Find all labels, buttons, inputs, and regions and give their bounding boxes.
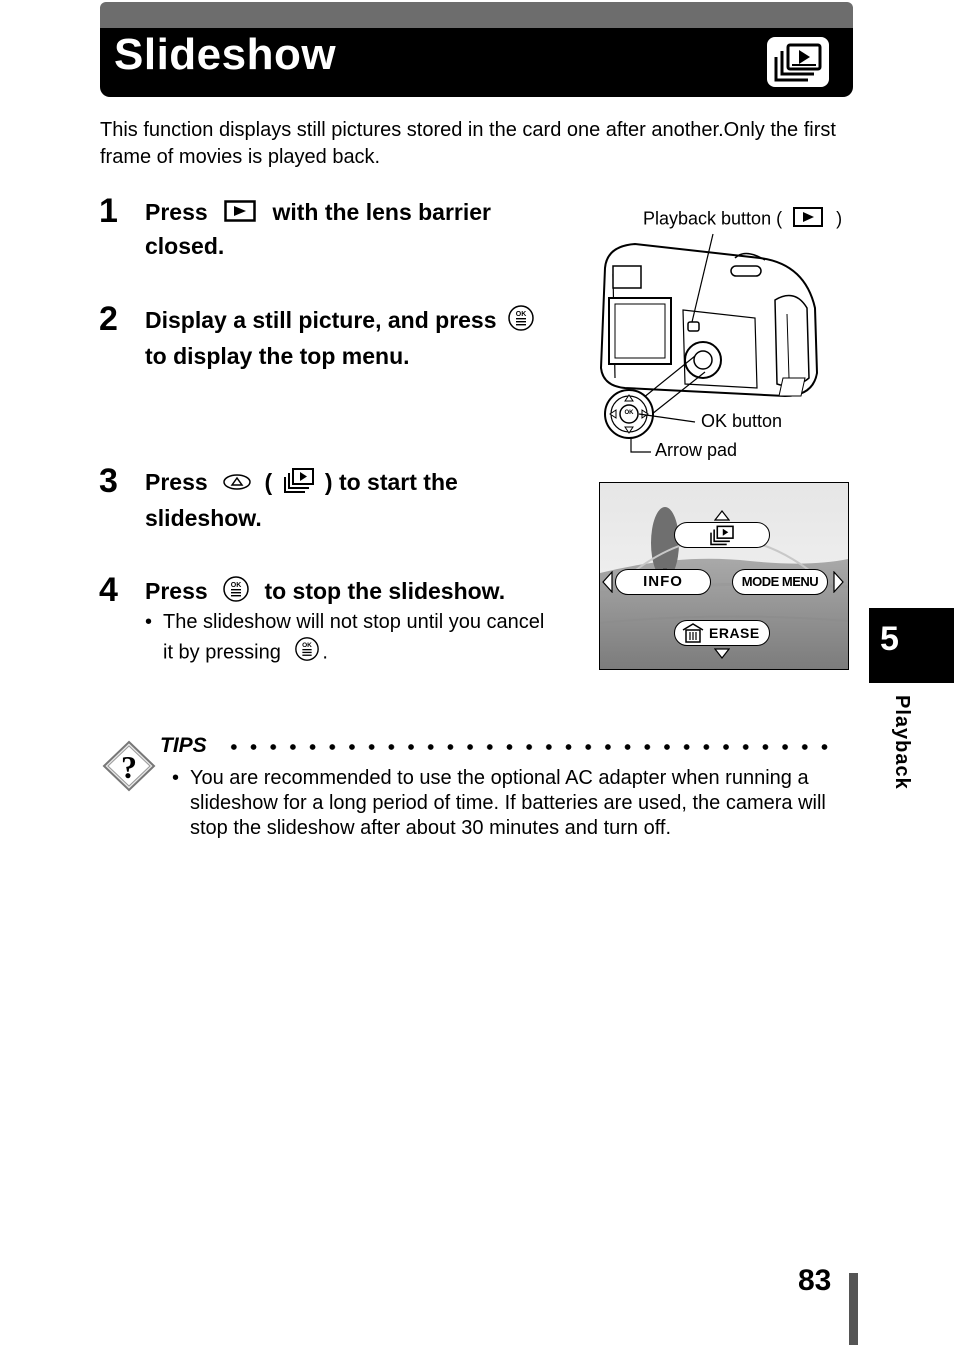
trash-icon (680, 623, 706, 643)
step-number-2: 2 (99, 300, 118, 338)
menu-arrow-left-icon (602, 571, 613, 593)
svg-text:OK: OK (302, 642, 313, 650)
step-3-open: ( (264, 469, 273, 496)
playback-caption-post: ) (836, 208, 843, 229)
tips-bullet: • You are recommended to use the optional AC adapter when running a slideshow for a long period of time. If batteries are used, the camera will stop the slideshow after about 30 minutes and turn off. (190, 766, 855, 841)
ok-button-icon (507, 304, 535, 340)
menu-arrow-down-icon (714, 648, 730, 659)
svg-text:?: ? (121, 749, 137, 785)
step-number-3: 3 (99, 462, 118, 500)
slideshow-icon (706, 524, 738, 546)
menu-screen-figure (599, 482, 849, 670)
ok-button-icon (294, 636, 320, 670)
playback-caption-pre: Playback button ( (643, 208, 783, 229)
menu-arrow-right-icon (833, 571, 844, 593)
step-number-1: 1 (99, 192, 118, 230)
ok-button-icon (222, 575, 250, 611)
header-bar-top (100, 2, 853, 29)
step-1-post: with the lens barrier closed. (145, 199, 492, 259)
page-number-bar (849, 1273, 858, 1345)
menu-arrow-up-icon (714, 510, 730, 521)
chapter-number: 5 (880, 620, 899, 658)
step-4-text (145, 575, 565, 611)
slideshow-small-icon (281, 466, 317, 502)
slideshow-icon (767, 37, 829, 87)
step-4-bullet-post: . (322, 641, 328, 664)
arrow-pad-caption: Arrow pad (655, 440, 738, 460)
info-menu-button[interactable]: INFO (615, 569, 711, 595)
step-4-post: to stop the slideshow. (264, 578, 506, 605)
svg-text:OK: OK (230, 582, 242, 589)
tips-title: TIPS (160, 734, 207, 757)
step-1-pre: Press (145, 199, 208, 225)
mode-menu-button[interactable]: MODE MENU (732, 569, 828, 595)
svg-text:OK: OK (515, 311, 527, 318)
tips-question-icon (102, 740, 156, 792)
step-number-4: 4 (99, 571, 118, 609)
page-title: Slideshow (114, 30, 337, 79)
intro-text: This function displays still pictures stored in the card one after another.Only the first frame of movies is played back. (100, 119, 836, 168)
playback-button-icon (224, 198, 256, 230)
page-number: 83 (798, 1264, 832, 1297)
svg-text:OK: OK (624, 410, 634, 416)
tips-text: You are recommended to use the optional AC adapter when running a slideshow for a long period of time. If batteries are used, the camera will stop the slideshow after about 30 minutes and turn off. (190, 767, 826, 839)
step-4-pre: Press (145, 578, 208, 605)
step-3-pre: Press (145, 469, 208, 496)
camera-illustration (595, 228, 825, 468)
step-4-bullet-pre: The slideshow will not stop until you cancel it by pressing (163, 611, 545, 664)
slideshow-menu-button[interactable] (674, 522, 770, 548)
step-2-pre: Display a still picture, and press (145, 307, 497, 334)
tips-divider (224, 744, 834, 750)
step-1-text (145, 196, 545, 262)
step-3-text (145, 466, 545, 534)
step-2-post: to display the top menu. (145, 343, 410, 369)
erase-menu-button[interactable] (674, 620, 770, 646)
erase-label: ERASE (709, 625, 760, 641)
step-2-text (145, 304, 555, 372)
ok-button-caption: OK button (701, 411, 783, 431)
arrow-up-button-icon (222, 468, 252, 500)
step-3-post: ) to start the slideshow. (145, 469, 458, 531)
step-4-bullet: • The slideshow will not stop until you cancel it by pressing OK . (145, 608, 555, 670)
chapter-label: Playback (891, 695, 913, 790)
